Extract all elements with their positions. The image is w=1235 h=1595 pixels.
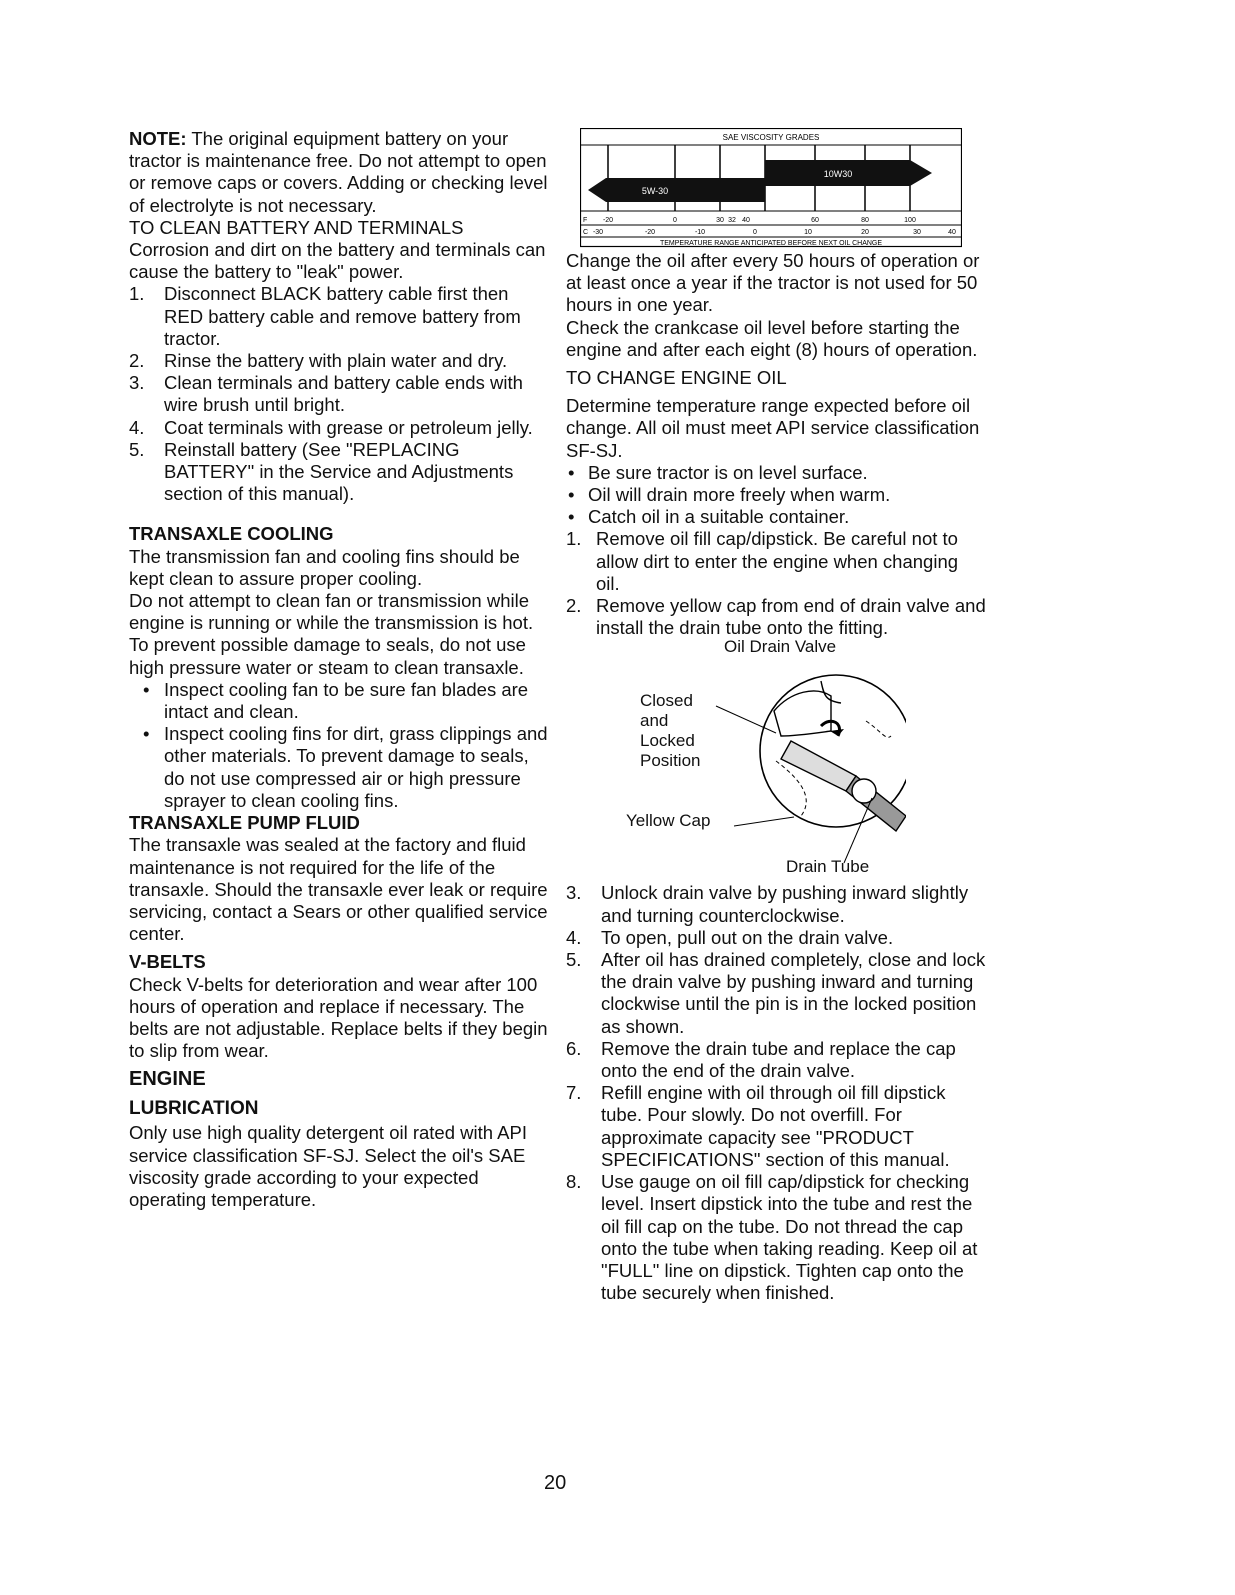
page-number: 20 — [544, 1472, 567, 1494]
drain-tube-label: Drain Tube — [786, 857, 870, 877]
list-item: 5. After oil has drained completely, close and lock the drain valve by pushing inward and turning clockwise until the pin is in the locked position as shown. — [566, 949, 986, 1037]
svg-text:10: 10 — [804, 229, 812, 236]
list-item: 1. Remove oil fill cap/dipstick. Be careful not to allow dirt to enter the engine when changing oil. — [566, 528, 959, 594]
svg-text:20: 20 — [861, 229, 869, 236]
clean-battery-steps — [129, 283, 549, 505]
svg-text:0: 0 — [673, 217, 677, 224]
list-item: 3. Clean terminals and battery cable ends with wire brush until bright. — [129, 372, 523, 416]
transaxle-cooling-heading: TRANSAXLE COOLING — [129, 523, 334, 545]
svg-text:60: 60 — [811, 217, 819, 224]
oil-change-interval: Change the oil after every 50 hours of operation or at least once a year if the tractor is not used for 50 hours in one year. — [566, 250, 980, 316]
closed-locked-label: Closed and Locked Position — [640, 691, 701, 771]
bar-10w30-label: 10W30 — [823, 169, 853, 179]
chart-footer: TEMPERATURE RANGE ANTICIPATED BEFORE NEXT OIL CHANGE — [659, 240, 883, 247]
oil-steps-a — [566, 528, 986, 639]
lubrication-heading: LUBRICATION — [129, 1098, 259, 1120]
oil-bullets — [566, 462, 986, 529]
svg-text:30: 30 — [913, 229, 921, 236]
svg-text:F: F — [583, 217, 588, 224]
svg-text:80: 80 — [861, 217, 869, 224]
v-belts-heading: V-BELTS — [129, 951, 206, 973]
list-item: 2. Remove yellow cap from end of drain valve and install the drain tube onto the fitting. — [566, 595, 986, 639]
svg-text:40: 40 — [948, 229, 956, 236]
cooling-paragraph-2: Do not attempt to clean fan or transmission while engine is running or while the transmission is hot. To prevent possible damage to seals, do not use high pressure water or steam to clean transaxle. — [129, 590, 534, 678]
list-item: • Inspect cooling fins for dirt, grass clippings and other materials. To prevent damage to seals, do not use compressed air or high pressure sprayer to clean cooling fins. — [143, 723, 548, 811]
list-item: 2. Rinse the battery with plain water and dry. — [129, 350, 508, 372]
bar-5w30 — [588, 178, 765, 202]
viscosity-chart-graphic — [580, 128, 962, 248]
figure-title: Oil Drain Valve — [724, 637, 837, 657]
oil-drain-valve-figure — [616, 637, 906, 877]
svg-text:32: 32 — [728, 217, 736, 224]
cooling-bullets — [129, 679, 549, 812]
clean-battery-intro: Corrosion and dirt on the battery and terminals can cause the battery to "leak" power. — [129, 239, 546, 283]
v-belts-text: Check V-belts for deterioration and wear after 100 hours of operation and replace if necessary. The belts are not adjustable. Replace belts if they begin to slip from wear. — [129, 973, 548, 1062]
note-paragraph — [129, 128, 549, 217]
left-column — [129, 128, 549, 1211]
svg-text:40: 40 — [742, 217, 750, 224]
svg-text:-20: -20 — [644, 229, 656, 236]
list-item: 7. Refill engine with oil through oil fill dipstick tube. Pour slowly. Do not overfill. For approximate capacity see "PRODUCT SPECIFICATIONS" section of this manual. — [566, 1082, 950, 1170]
list-item: • Catch oil in a suitable container. — [568, 506, 850, 528]
determine-temp-paragraph: Determine temperature range expected before oil change. All oil must meet API service classification SF-SJ. — [566, 395, 980, 461]
right-column — [566, 128, 986, 1304]
note-label: NOTE: — [129, 128, 187, 149]
lubrication-text: Only use high quality detergent oil rated with API service classification SF-SJ. Select the oil's SAE viscosity grade according to your expected operating temperature. — [129, 1122, 527, 1210]
list-item: 4. To open, pull out on the drain valve. — [566, 926, 894, 948]
svg-text:0: 0 — [753, 229, 757, 236]
crankcase-check: Check the crankcase oil level before starting the engine and after each eight (8) hours of operation. — [566, 316, 978, 360]
list-item: 1. Disconnect BLACK battery cable first then RED battery cable and remove battery from tractor. — [129, 283, 521, 349]
svg-text:100: 100 — [904, 217, 916, 224]
list-item: • Oil will drain more freely when warm. — [568, 484, 891, 506]
list-item: 8. Use gauge on oil fill cap/dipstick for checking level. Insert dipstick into the tube and rest the oil fill cap on the tube. Do not thread the cap onto the tube when taking reading. Keep oil at "FULL" line on dipstick. Tighten cap onto the tube securely when finished. — [566, 1171, 978, 1304]
clean-battery-heading: TO CLEAN BATTERY AND TERMINALS — [129, 216, 464, 238]
list-item: 3. Unlock drain valve by pushing inward slightly and turning counterclockwise. — [566, 882, 969, 926]
list-item: 6. Remove the drain tube and replace the cap onto the end of the drain valve. — [566, 1037, 956, 1082]
viscosity-chart — [580, 128, 962, 248]
list-item: • Be sure tractor is on level surface. — [568, 461, 868, 483]
engine-heading: ENGINE — [129, 1068, 206, 1091]
pump-fluid-heading: TRANSAXLE PUMP FLUID — [129, 812, 360, 834]
list-item: 5. Reinstall battery (See "REPLACING BATTERY" in the Service and Adjustments section of this manual). — [129, 438, 514, 505]
chart-title: SAE VISCOSITY GRADES — [722, 133, 820, 142]
svg-text:-20: -20 — [602, 217, 614, 224]
svg-text:-10: -10 — [694, 229, 706, 236]
pump-fluid-text: The transaxle was sealed at the factory and fluid maintenance is not required for the life of the transaxle. Should the transaxle ever leak or require servicing, contact a Sears or other qualified service center. — [129, 834, 548, 945]
bar-5w30-label: 5W-30 — [641, 186, 669, 196]
svg-text:30: 30 — [716, 217, 724, 224]
svg-text:-30: -30 — [592, 229, 604, 236]
list-item: 4. Coat terminals with grease or petroleum jelly. — [129, 416, 533, 438]
cooling-paragraph-1: The transmission fan and cooling fins should be kept clean to assure proper cooling. — [129, 545, 520, 589]
svg-text:C: C — [583, 229, 589, 236]
oil-steps-b — [566, 882, 986, 1304]
change-engine-oil-heading: TO CHANGE ENGINE OIL — [566, 367, 787, 389]
note-text: The original equipment battery on your tractor is maintenance free. Do not attempt to open or remove caps or covers. Adding or checking level of electrolyte is not necessary. — [129, 128, 548, 216]
list-item: • Inspect cooling fan to be sure fan blades are intact and clean. — [143, 678, 529, 723]
yellow-cap-label: Yellow Cap — [626, 811, 711, 831]
